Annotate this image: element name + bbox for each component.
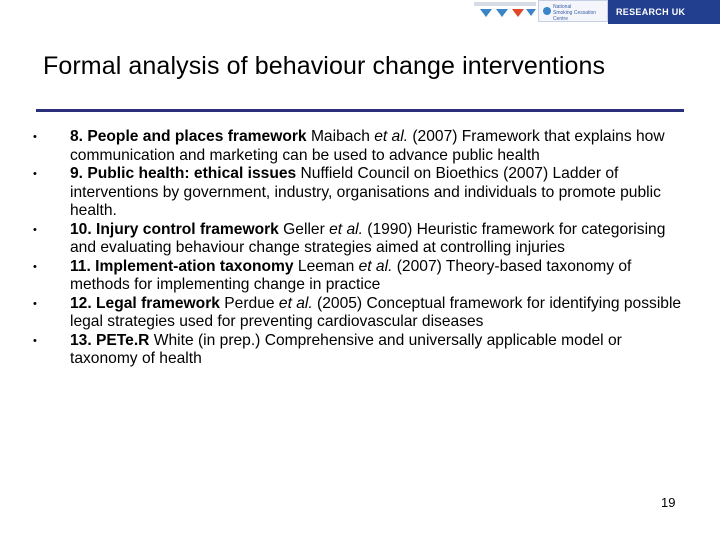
list-item: • 9. Public health: ethical issues Nuffield Council on Bioethics (2007) Ladder of interventions by government, industry, organisations and individuals to promote public health. — [33, 165, 661, 219]
arrows-logo-icon — [474, 0, 536, 22]
title-divider — [36, 109, 684, 112]
bullet-icon: • — [33, 334, 37, 347]
header-logos — [470, 0, 720, 24]
list-item: • 8. People and places framework Maibach et al. (2007) Framework that explains how communication and marketing can be used to advance public health — [33, 128, 665, 164]
bullet-icon: • — [33, 260, 37, 273]
list-item: • 13. PETe.R White (in prep.) Comprehensive and universally applicable model or taxonomy of health — [33, 331, 622, 367]
ncsct-logo-icon — [543, 7, 551, 15]
bullet-icon: • — [33, 297, 37, 310]
list-item: • 10. Injury control framework Geller et al. (1990) Heuristic framework for categorising and evaluating behaviour change strategies aimed at controlling injuries — [33, 220, 666, 256]
page-number: 19 — [661, 495, 676, 510]
list-item: • 12. Legal framework Perdue et al. (2005) Conceptual framework for identifying possible legal strategies used for preventing cardiovascular diseases — [33, 294, 682, 330]
bullet-icon: • — [33, 223, 37, 236]
bullet-icon: • — [33, 168, 37, 180]
ncsct-logo-text: National Smoking Cessation Centre — [553, 4, 597, 22]
list-item: • 11. Implement-ation taxonomy Leeman et al. (2007) Theory-based taxonomy of methods for implementing change in practice — [33, 257, 632, 293]
cruk-logo: RESEARCH UK — [608, 0, 720, 24]
ncsct-logo — [538, 0, 608, 22]
bullet-icon: • — [33, 131, 37, 143]
framework-list — [28, 128, 688, 369]
slide-title: Formal analysis of behaviour change interventions — [43, 52, 606, 80]
